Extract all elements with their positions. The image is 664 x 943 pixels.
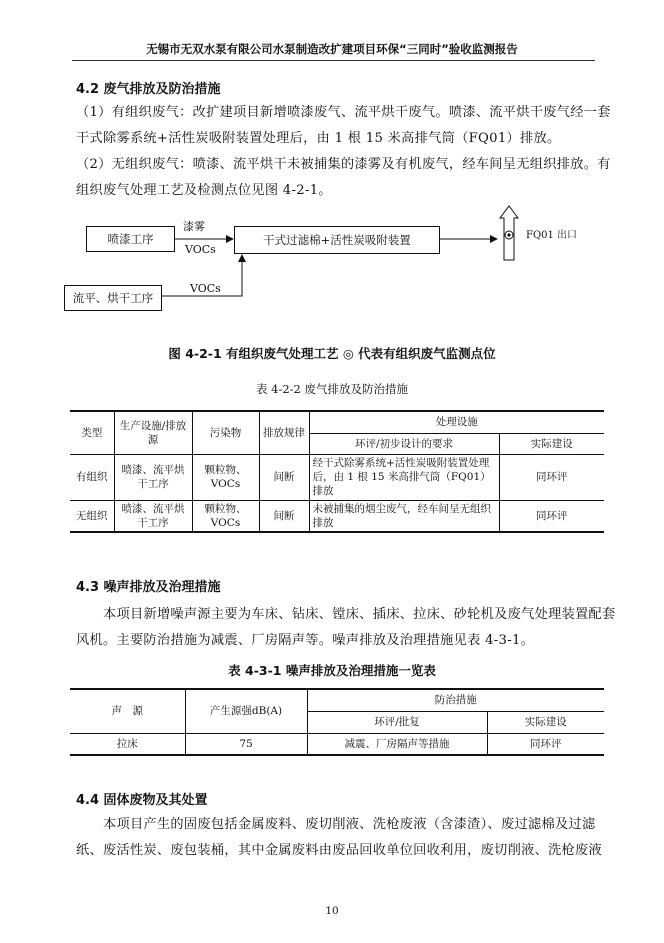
label-fq01-outlet: FQ01 出口 xyxy=(526,230,578,241)
page-number: 10 xyxy=(325,905,339,917)
box-leveling-drying: 流平、烘干工序 xyxy=(64,285,162,311)
section-4-2-paragraph-2: （2）无组织废气：喷漆、流平烘干未被捕集的漆雾及有机废气，经车间呈无组织排放。有组织废气处理工艺及检测点位见图 4-2-1。 xyxy=(76,157,611,198)
section-4-4-paragraph: 本项目产生的固废包括金属废料、废切削液、洗枪废液（含漆渣）、废过滤棉及过滤纸、废活性炭、废包装桶，其中金属废料由废品回收单位回收利用，废切削液、洗枪废液 xyxy=(76,817,603,858)
label-paint-mist: 漆雾 xyxy=(183,220,205,233)
table-row xyxy=(70,454,604,500)
figure-caption: 图 4-2-1 有组织废气处理工艺 ◎ 代表有组织废气监测点位 xyxy=(168,346,496,361)
th-source: 生产设施/排放源 xyxy=(114,411,192,454)
cell-actual: 同环评 xyxy=(499,454,604,500)
section-4-3-title: 4.3 噪声排放及治理措施 xyxy=(76,580,221,595)
table-4-2-2 xyxy=(70,410,604,533)
th-pollutant: 污染物 xyxy=(192,411,259,454)
cell-eia: 经干式除雾系统+活性炭吸附装置处理后，由 1 根 15 米高排气筒（FQ01）排放 xyxy=(309,454,499,500)
table-row xyxy=(70,733,604,755)
cell-source: 喷漆、流平烘干工序 xyxy=(114,454,192,500)
label-vocs-1: VOCs xyxy=(185,243,216,256)
cell-pollutant: 颗粒物、VOCs xyxy=(192,500,259,532)
th-actual-construction: 实际建设 xyxy=(499,433,604,454)
th-noise-source: 声 源 xyxy=(70,689,185,733)
cell-law: 间断 xyxy=(259,500,309,532)
header-divider xyxy=(72,60,595,61)
box-spray-process: 喷漆工序 xyxy=(86,226,175,252)
cell-source: 喷漆、流平烘干工序 xyxy=(114,500,192,532)
section-4-2-paragraph-1: （1）有组织废气：改扩建项目新增喷漆废气、流平烘干废气。喷漆、流平烘干废气经一套干式除雾系统+活性炭吸附装置处理后，由 1 根 15 米高排气筒（FQ01）排放。 xyxy=(76,105,611,146)
label-vocs-2: VOCs xyxy=(190,282,221,295)
report-header: 无锡市无双水泵有限公司水泵制造改扩建项目环保“三同时”验收监测报告 xyxy=(146,42,518,56)
cell-type: 无组织 xyxy=(70,500,114,532)
cell-law: 间断 xyxy=(259,454,309,500)
table-4-2-2-caption: 表 4-2-2 废气排放及防治措施 xyxy=(255,382,409,396)
th-eia-requirement: 环评/初步设计的要求 xyxy=(309,433,499,454)
box-treatment-unit: 干式过滤棉+活性炭吸附装置 xyxy=(234,226,440,254)
th-source-strength: 产生源强dB(A) xyxy=(185,689,307,733)
cell-eia: 减震、厂房隔声等措施 xyxy=(307,733,487,755)
th-actual-construction: 实际建设 xyxy=(487,711,604,733)
table-row xyxy=(70,500,604,532)
th-prevention-measures: 防治措施 xyxy=(307,689,604,711)
th-type: 类型 xyxy=(70,411,114,454)
cell-actual: 同环评 xyxy=(487,733,604,755)
cell-strength: 75 xyxy=(185,733,307,755)
cell-pollutant: 颗粒物、VOCs xyxy=(192,454,259,500)
cell-actual: 同环评 xyxy=(499,500,604,532)
section-4-4-title: 4.4 固体废物及其处置 xyxy=(76,793,208,808)
process-diagram xyxy=(0,200,664,320)
cell-type: 有组织 xyxy=(70,454,114,500)
cell-eia: 未被捕集的烟尘废气，经车间呈无组织排放 xyxy=(309,500,499,532)
th-treatment-facility: 处理设施 xyxy=(309,411,604,433)
cell-source: 拉床 xyxy=(70,733,185,755)
table-4-3-1 xyxy=(70,688,604,756)
section-4-3-paragraph: 本项目新增噪声源主要为车床、钻床、镗床、插床、拉床、砂轮机及废气处理装置配套风机。主要防治措施为减震、厂房隔声等。噪声排放及治理措施见表 4-3-1。 xyxy=(76,607,616,648)
th-discharge-law: 排放规律 xyxy=(259,411,309,454)
table-4-3-1-caption: 表 4-3-1 噪声排放及治理措施一览表 xyxy=(228,663,436,678)
section-4-2-title: 4.2 废气排放及防治措施 xyxy=(76,82,221,97)
th-eia-approval: 环评/批复 xyxy=(307,711,487,733)
